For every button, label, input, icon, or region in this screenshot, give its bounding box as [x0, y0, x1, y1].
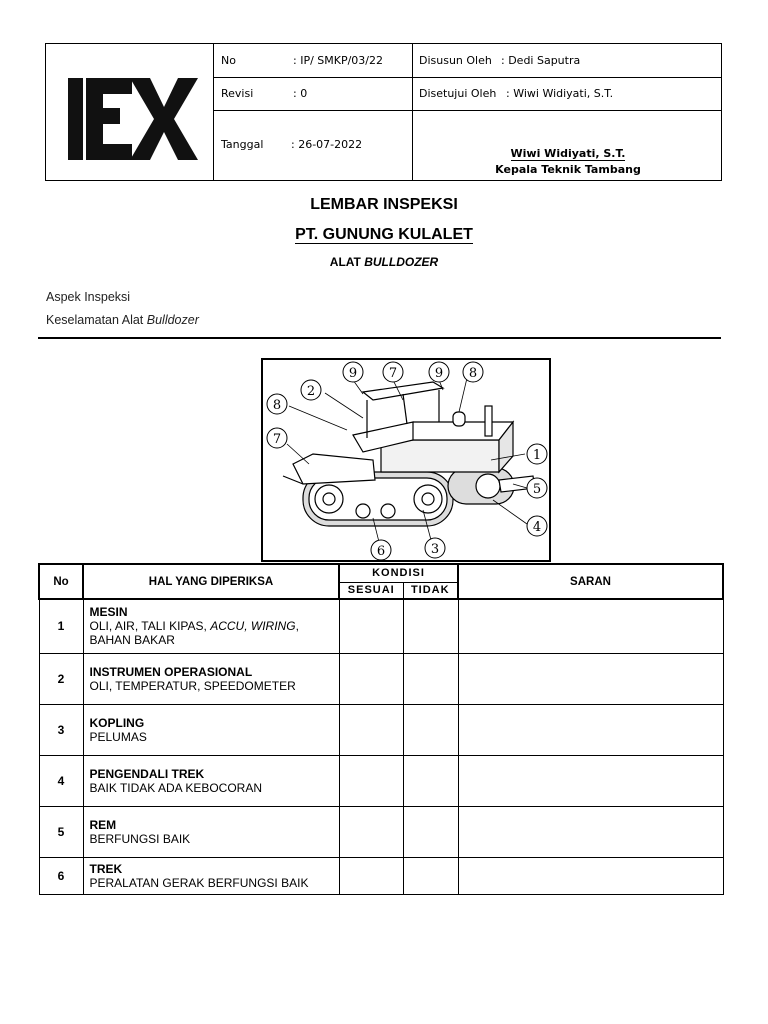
tidak-checkbox-cell[interactable]	[403, 806, 458, 857]
table-row	[39, 599, 723, 653]
bulldozer-diagram	[261, 358, 551, 562]
inspection-table	[38, 563, 724, 895]
callout-label: 9	[434, 366, 444, 381]
company-logo	[46, 44, 213, 180]
callout-label: 8	[272, 398, 282, 413]
callout-label: 7	[388, 366, 398, 381]
document-header	[45, 43, 722, 181]
callout-label: 4	[532, 520, 542, 535]
equipment-title: ALAT BULLDOZER	[329, 255, 439, 269]
document-title: LEMBAR INSPEKSI	[310, 196, 458, 213]
saran-input-cell[interactable]	[458, 704, 723, 755]
divider	[38, 337, 721, 339]
header-item: HAL YANG DIPERIKSA	[83, 564, 339, 599]
sesuai-checkbox-cell[interactable]	[339, 653, 403, 704]
no-label: No	[221, 54, 236, 67]
tidak-checkbox-cell[interactable]	[403, 599, 458, 653]
tanggal-label: Tanggal	[221, 138, 264, 151]
sesuai-checkbox-cell[interactable]	[339, 599, 403, 653]
callout-label: 8	[468, 366, 478, 381]
aspect-label: Aspek Inspeksi	[46, 290, 131, 304]
saran-input-cell[interactable]	[458, 653, 723, 704]
tanggal-value: : 26-07-2022	[291, 138, 363, 151]
row-item: INSTRUMEN OPERASIONAL OLI, TEMPERATUR, SPEEDOMETER	[83, 653, 339, 704]
saran-input-cell[interactable]	[458, 599, 723, 653]
header-kondisi: KONDISI	[339, 564, 458, 582]
sesuai-checkbox-cell[interactable]	[339, 806, 403, 857]
no-value: : IP/ SMKP/03/22	[293, 54, 384, 67]
row-item: KOPLING PELUMAS	[83, 704, 339, 755]
aspect-value: Keselamatan Alat Bulldozer	[46, 313, 199, 327]
header-sesuai: SESUAI	[339, 582, 403, 599]
saran-input-cell[interactable]	[458, 755, 723, 806]
row-number: 5	[39, 806, 83, 857]
logo-cell	[46, 44, 214, 180]
revisi-value: : 0	[293, 87, 308, 100]
tidak-checkbox-cell[interactable]	[403, 755, 458, 806]
row-number: 3	[39, 704, 83, 755]
bulldozer-illustration	[263, 360, 549, 560]
tidak-checkbox-cell[interactable]	[403, 653, 458, 704]
disetujui-label: Disetujui Oleh	[419, 87, 497, 100]
callout-label: 7	[272, 432, 282, 447]
row-number: 1	[39, 599, 83, 653]
callout-label: 9	[348, 366, 358, 381]
callout-label: 1	[532, 448, 542, 463]
table-row	[39, 704, 723, 755]
row-item: TREK PERALATAN GERAK BERFUNGSI BAIK	[83, 857, 339, 894]
row-item: PENGENDALI TREK BAIK TIDAK ADA KEBOCORAN	[83, 755, 339, 806]
header-saran: SARAN	[458, 564, 723, 599]
company-name: PT. GUNUNG KULALET	[295, 226, 473, 243]
sesuai-checkbox-cell[interactable]	[339, 857, 403, 894]
row-number: 2	[39, 653, 83, 704]
callout-label: 3	[430, 542, 440, 557]
callout-label: 6	[376, 544, 386, 559]
tidak-checkbox-cell[interactable]	[403, 704, 458, 755]
header-no: No	[39, 564, 83, 599]
table-row	[39, 755, 723, 806]
disetujui-value: : Wiwi Widiyati, S.T.	[506, 87, 614, 100]
sesuai-checkbox-cell[interactable]	[339, 704, 403, 755]
table-row	[39, 806, 723, 857]
row-number: 4	[39, 755, 83, 806]
signer-name: Wiwi Widiyati, S.T.	[510, 147, 626, 160]
tidak-checkbox-cell[interactable]	[403, 857, 458, 894]
table-row	[39, 857, 723, 894]
callout-label: 5	[532, 482, 542, 497]
row-item: REM BERFUNGSI BAIK	[83, 806, 339, 857]
callout-label: 2	[306, 384, 316, 399]
saran-input-cell[interactable]	[458, 857, 723, 894]
saran-input-cell[interactable]	[458, 806, 723, 857]
row-item: MESIN OLI, AIR, TALI KIPAS, ACCU, WIRING, BAHAN BAKAR	[83, 599, 339, 653]
row-number: 6	[39, 857, 83, 894]
sesuai-checkbox-cell[interactable]	[339, 755, 403, 806]
disusun-value: : Dedi Saputra	[501, 54, 581, 67]
header-tidak: TIDAK	[403, 582, 458, 599]
revisi-label: Revisi	[221, 87, 254, 100]
disusun-label: Disusun Oleh	[419, 54, 492, 67]
table-row	[39, 653, 723, 704]
signer-title: Kepala Teknik Tambang	[495, 163, 641, 176]
